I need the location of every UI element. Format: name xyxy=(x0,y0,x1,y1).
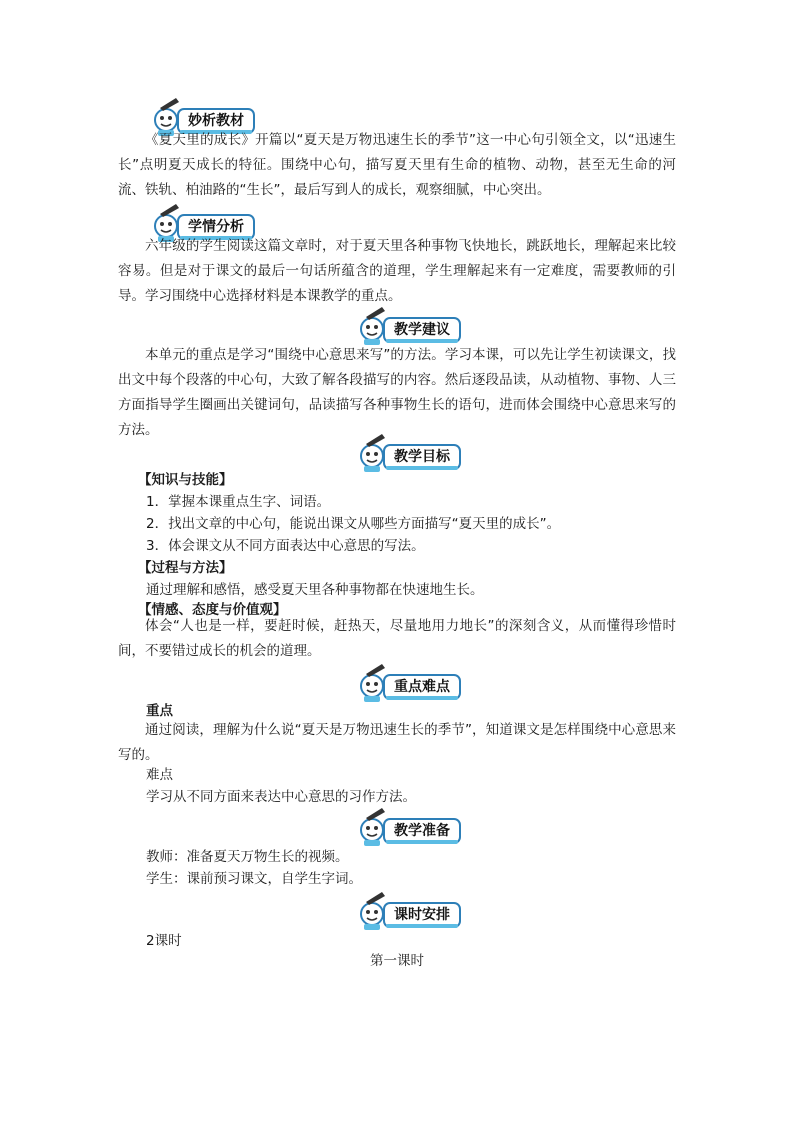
heading-badge-prep xyxy=(354,806,474,848)
analysis-paragraph: 《夏天里的成长》开篇以“夏天是万物迅速生长的季节”这一中心句引领全文，以“迅速生长”点明夏天成长的特征。围绕中心句，描写夏天里有生命的植物、动物，甚至无生命的河流、铁轨、柏油路的“生长”，最后写到人的成长，观察细腻，中心突出。 xyxy=(118,132,676,198)
first-lesson-title: 第一课时 xyxy=(370,953,424,969)
heading-learner: 学情分析 xyxy=(188,219,244,235)
heading-analysis: 妙析教材 xyxy=(188,113,244,129)
emotion-label: 【情感、态度与价值观】 xyxy=(138,602,287,618)
heading-schedule: 课时安排 xyxy=(394,907,450,923)
difficult-text: 学习从不同方面来表达中心意思的习作方法。 xyxy=(146,789,416,805)
schedule-hours: 2课时 xyxy=(146,933,182,949)
process-text: 通过理解和感悟，感受夏天里各种事物都在快速地生长。 xyxy=(146,582,484,598)
difficult-label: 难点 xyxy=(146,767,173,783)
prep-student: 学生：课前预习课文，自学生字词。 xyxy=(146,871,362,887)
knowledge-item: 3．体会课文从不同方面表达中心意思的写法。 xyxy=(146,538,425,554)
heading-goals: 教学目标 xyxy=(394,449,450,465)
knowledge-item: 1．掌握本课重点生字、词语。 xyxy=(146,494,331,510)
emotion-paragraph: 体会“人也是一样，要赶时候，赶热天，尽量地用力地长”的深刻含义，从而懂得珍惜时间，不要错过成长的机会的道理。 xyxy=(118,618,676,659)
learner-paragraph: 六年级的学生阅读这篇文章时，对于夏天里各种事物飞快地长，跳跃地长，理解起来比较容易。但是对于课文的最后一句话所蕴含的道理，学生理解起来有一定难度，需要教师的引导。学习围绕中心选择材料是本课教学的重点。 xyxy=(118,238,676,304)
heading-prep: 教学准备 xyxy=(394,823,450,839)
prep-teacher: 教师：准备夏天万物生长的视频。 xyxy=(146,849,349,865)
heading-badge-schedule xyxy=(354,890,474,932)
heading-advice: 教学建议 xyxy=(394,322,450,338)
heading-keypoints: 重点难点 xyxy=(394,679,450,695)
knowledge-item: 2．找出文章的中心句，能说出课文从哪些方面描写“夏天里的成长”。 xyxy=(146,516,561,532)
advice-paragraph: 本单元的重点是学习“围绕中心意思来写”的方法。学习本课，可以先让学生初读课文，找出文中每个段落的中心句，大致了解各段描写的内容。然后逐段品读，从动植物、事物、人三方面指导学生圈画出关键词句，品读描写各种事物生长的语句，进而体会围绕中心意思来写的方法。 xyxy=(118,347,676,438)
key-paragraph: 通过阅读，理解为什么说“夏天是万物迅速生长的季节”，知道课文是怎样围绕中心意思来写的。 xyxy=(118,722,676,763)
knowledge-label: 【知识与技能】 xyxy=(138,472,233,488)
heading-badge-goals xyxy=(354,432,474,474)
key-label: 重点 xyxy=(146,703,173,719)
heading-badge-keypoints xyxy=(354,662,474,704)
process-label: 【过程与方法】 xyxy=(138,560,233,576)
heading-badge-advice xyxy=(354,305,474,347)
